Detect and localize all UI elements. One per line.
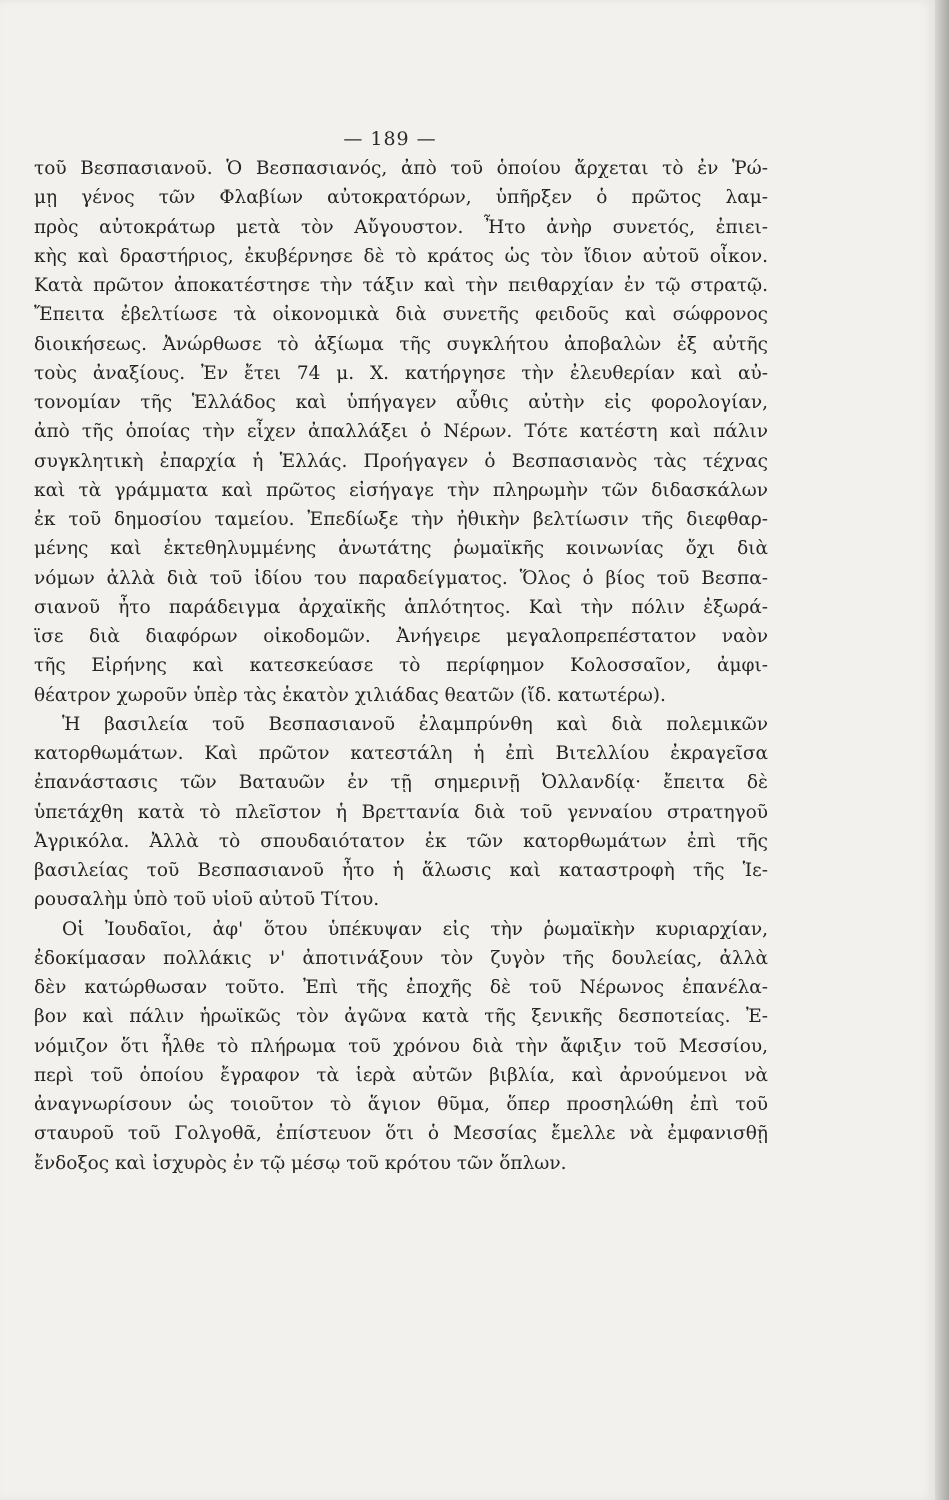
text-line: ρουσαλὴμ ὑπὸ τοῦ υἱοῦ αὐτοῦ Τίτου.: [34, 889, 380, 911]
text-line: βον καὶ πάλιν ἡρωϊκῶς τὸν ἀγῶνα κατὰ τῆς ξενικῆς δεσποτείας. Ἐ-: [34, 1006, 768, 1028]
text-line: θέατρον χωροῦν ὑπὲρ τὰς ἑκατὸν χιλιάδας θεατῶν (ἴδ. κατωτέρω).: [34, 684, 666, 706]
text-line: Οἱ Ἰουδαῖοι, ἀφ' ὅτου ὑπέκυψαν εἰς τὴν ῥωμαϊκὴν κυριαρχίαν,: [62, 918, 768, 940]
text-line: ϊσε διὰ διαφόρων οἰκοδομῶν. Ἀνήγειρε μεγαλοπρεπέστατον ναὸν: [34, 626, 768, 647]
text-line: περὶ τοῦ ὁποίου ἔγραφον τὰ ἱερὰ αὐτῶν βιβλία, καὶ ἀρνούμενοι νὰ: [34, 1064, 768, 1086]
text-line: τοὺς ἀναξίους. Ἐν ἔτει 74 μ. Χ. κατήργησε τὴν ἐλευθερίαν καὶ αὐ-: [34, 362, 768, 384]
text-line: κατορθωμάτων. Καὶ πρῶτον κατεστάλη ἡ ἐπὶ Βιτελλίου ἐκραγεῖσα: [34, 743, 768, 764]
text-line: ἐκ τοῦ δημοσίου ταμείου. Ἐπεδίωξε τὴν ἠθικὴν βελτίωσιν τῆς διεφθαρ-: [34, 509, 768, 530]
text-line: ἀπὸ τῆς ὁποίας τὴν εἶχεν ἀπαλλάξει ὁ Νέρων. Τότε κατέστη καὶ πάλιν: [34, 421, 768, 443]
text-line: συγκλητικὴ ἐπαρχία ἡ Ἑλλάς. Προήγαγεν ὁ Βεσπασιανὸς τὰς τέχνας: [34, 450, 768, 472]
text-line: μῃ γένος τῶν Φλαβίων αὐτοκρατόρων, ὑπῆρξεν ὁ πρῶτος λαμ-: [34, 187, 768, 209]
text-line: δὲν κατώρθωσαν τοῦτο. Ἐπὶ τῆς ἐποχῆς δὲ τοῦ Νέρωνος ἐπανέλα-: [34, 977, 768, 998]
body-text: [34, 154, 768, 1178]
page-edge-shadow: [935, 0, 949, 1500]
text-line: ἐδοκίμασαν πολλάκις ν' ἀποτινάξουν τὸν ζυγὸν τῆς δουλείας, ἀλλὰ: [34, 947, 768, 969]
text-line: καὶ τὰ γράμματα καὶ πρῶτος εἰσήγαγε τὴν πληρωμὴν τῶν διδασκάλων: [34, 479, 768, 501]
text-line: σταυροῦ τοῦ Γολγοθᾶ, ἐπίστευον ὅτι ὁ Μεσσίας ἔμελλε νὰ ἐμφανισθῇ: [34, 1123, 768, 1145]
text-line: Ἡ βασιλεία τοῦ Βεσπασιανοῦ ἐλαμπρύνθη καὶ διὰ πολεμικῶν: [62, 713, 768, 735]
page-number: — 189 —: [343, 128, 437, 150]
text-line: Κατὰ πρῶτον ἀποκατέστησε τὴν τάξιν καὶ τὴν πειθαρχίαν ἐν τῷ στρατῷ.: [34, 275, 768, 296]
text-line: διοικήσεως. Ἀνώρθωσε τὸ ἀξίωμα τῆς συγκλήτου ἀποβαλὼν ἐξ αὐτῆς: [34, 333, 768, 355]
text-line: Ἀγρικόλα. Ἀλλὰ τὸ σπουδαιότατον ἐκ τῶν κατορθωμάτων ἐπὶ τῆς: [34, 830, 768, 852]
text-line: βασιλείας τοῦ Βεσπασιανοῦ ἦτο ἡ ἅλωσις καὶ καταστροφὴ τῆς Ἱε-: [34, 860, 768, 881]
text-line: ἀναγνωρίσουν ὡς τοιοῦτον τὸ ἅγιον θῦμα, ὅπερ προσηλώθη ἐπὶ τοῦ: [34, 1094, 768, 1115]
text-line: ὑπετάχθη κατὰ τὸ πλεῖστον ἡ Βρεττανία διὰ τοῦ γενναίου στρατηγοῦ: [34, 801, 768, 823]
text-line: τῆς Εἰρήνης καὶ κατεσκεύασε τὸ περίφημον Κολοσσαῖον, ἀμφι-: [34, 655, 768, 677]
text-line: ἐπανάστασις τῶν Βαταυῶν ἐν τῇ σημερινῇ Ὀλλανδίᾳ· ἔπειτα δὲ: [34, 772, 768, 794]
text-line: πρὸς αὐτοκράτωρ μετὰ τὸν Αὔγουστον. Ἦτο ἀνὴρ συνετός, ἐπιει-: [34, 216, 768, 238]
text-line: Ἔπειτα ἐβελτίωσε τὰ οἰκονομικὰ διὰ συνετῆς φειδοῦς καὶ σώφρονος: [34, 304, 768, 326]
text-line: σιανοῦ ἦτο παράδειγμα ἀρχαϊκῆς ἁπλότητος. Καὶ τὴν πόλιν ἐξωρά-: [34, 596, 768, 618]
text-line: ἔνδοξος καὶ ἰσχυρὸς ἐν τῷ μέσῳ τοῦ κρότου τῶν ὅπλων.: [34, 1152, 567, 1174]
text-line: κὴς καὶ δραστήριος, ἐκυβέρνησε δὲ τὸ κράτος ὡς τὸν ἴδιον αὐτοῦ οἶκον.: [34, 245, 768, 267]
text-line: τοῦ Βεσπασιανοῦ. Ὁ Βεσπασιανός, ἀπὸ τοῦ ὁποίου ἄρχεται τὸ ἐν Ῥώ-: [34, 158, 768, 179]
text-line: τονομίαν τῆς Ἑλλάδος καὶ ὑπήγαγεν αὖθις αὐτὴν εἰς φορολογίαν,: [34, 392, 768, 413]
text-line: μένης καὶ ἐκτεθηλυμμένης ἀνωτάτης ῥωμαϊκῆς κοινωνίας ὄχι διὰ: [34, 538, 768, 560]
text-line: νόμων ἀλλὰ διὰ τοῦ ἰδίου του παραδείγματος. Ὅλος ὁ βίος τοῦ Βεσπα-: [34, 567, 768, 589]
text-line: νόμιζον ὅτι ἦλθε τὸ πλήρωμα τοῦ χρόνου διὰ τὴν ἄφιξιν τοῦ Μεσσίου,: [34, 1035, 768, 1057]
